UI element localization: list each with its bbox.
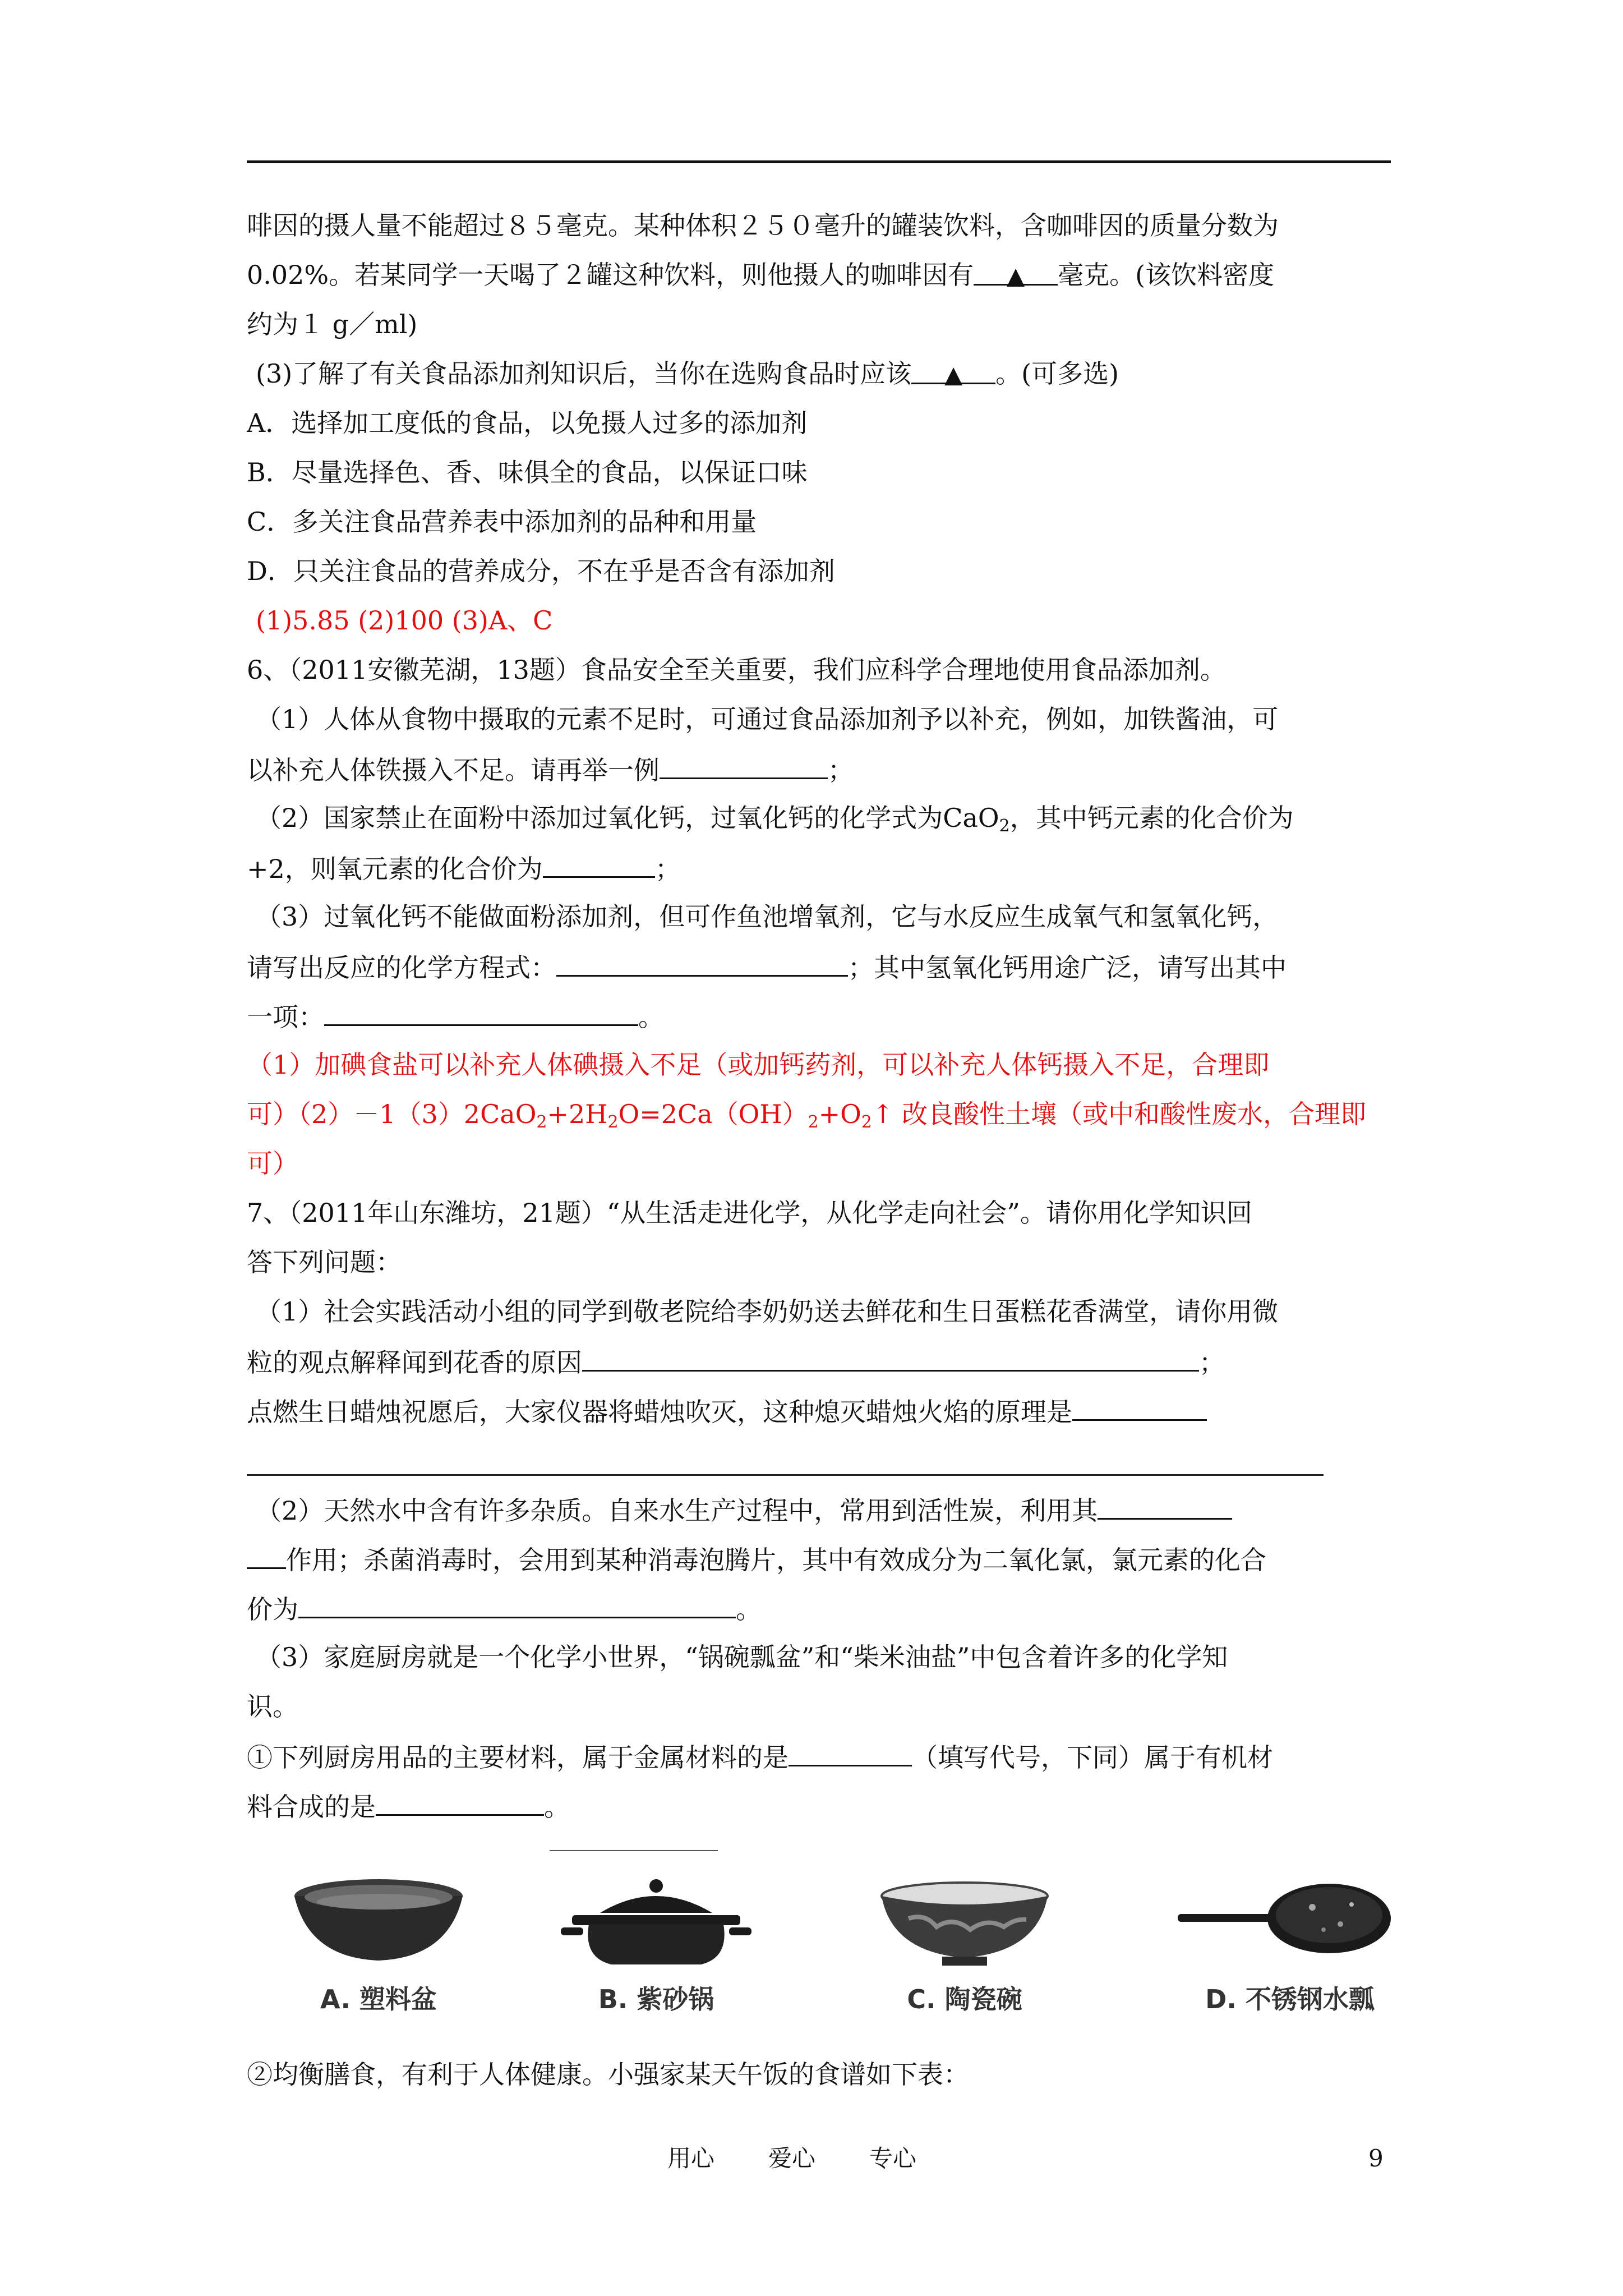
answer-blank <box>247 1542 286 1569</box>
text-line: （2）国家禁止在面粉中添加过氧化钙，过氧化钙的化学式为CaO$_2$，其中钙元素的化合价为 <box>256 803 1294 836</box>
answer-blank <box>556 949 848 977</box>
answer-blank <box>789 1739 912 1766</box>
text-line: 料合成的是 。 <box>247 1788 570 1824</box>
text-line: +2，则氧元素的化合价为 ； <box>247 850 681 886</box>
text-line: （3）过氧化钙不能做面粉添加剂，但可作鱼池增氧剂，它与水反应生成氧气和氢氧化钙， <box>256 901 1279 932</box>
text-line: 点燃生日蜡烛祝愿后，大家仪器将蜡烛吹灭，这种熄灭蜡烛火焰的原理是 <box>247 1393 1207 1429</box>
question-title: 6、（2011安徽芜湖，13题）食品安全至关重要，我们应科学合理地使用食品添加剂。 <box>247 655 1226 685</box>
answer-blank: ▲ <box>911 357 995 384</box>
answer-text: 可） <box>247 1148 298 1179</box>
item-caption: B. 紫砂锅 <box>598 1984 714 2014</box>
text-line: （3）家庭厨房就是一个化学小世界，“锅碗瓢盆”和“柴米油盐”中包含着许多的化学知 <box>256 1642 1228 1672</box>
scan-line <box>550 1850 718 1851</box>
answer-text: （1）加碘食盐可以补充人体碘摄入不足（或加钙药剂，可以补充人体钙摄入不足，合理即 <box>247 1050 1270 1080</box>
answer-blank <box>543 850 655 878</box>
text-line: (3)了解了有关食品添加剂知识后，当你在选购食品时应该 ▲ 。(可多选) <box>256 357 1119 390</box>
text-line: 请写出反应的化学方程式： ；其中氢氧化钙用途广泛，请写出其中 <box>247 949 1287 984</box>
text-line: 价为 。 <box>247 1591 762 1626</box>
text-line: 粒的观点解释闻到花香的原因 ； <box>247 1344 1225 1379</box>
item-caption: A. 塑料盆 <box>320 1984 437 2014</box>
option-b: B．尽量选择色、香、味俱全的食品，以保证口味 <box>247 457 808 487</box>
item-plastic-basin <box>286 1874 471 2016</box>
item-clay-pot <box>561 1874 751 2016</box>
item-steel-ladle <box>1178 1874 1402 2016</box>
header-rule <box>247 160 1391 163</box>
text-line: （1）社会实践活动小组的同学到敬老院给李奶奶送去鲜花和生日蛋糕花香满堂，请你用微 <box>256 1296 1279 1327</box>
text-line: 一项： 。 <box>247 999 664 1034</box>
answer-blank <box>660 752 828 779</box>
option-c: C．多关注食品营养表中添加剂的品种和用量 <box>247 507 757 537</box>
footer-motto-1: 用心 <box>667 2145 715 2172</box>
answer-blank <box>1098 1492 1232 1520</box>
item-ceramic-bowl <box>875 1874 1054 2016</box>
answer-blank <box>582 1344 1199 1372</box>
page-number: 9 <box>1368 2145 1384 2172</box>
question-title: 7、（2011年山东潍坊，21题）“从生活走进化学，从化学走向社会”。请你用化学知识回 <box>247 1198 1252 1228</box>
item-caption: C. 陶瓷碗 <box>907 1984 1022 2014</box>
basin-image <box>286 1874 471 1969</box>
footer-motto-2: 爱心 <box>768 2145 816 2172</box>
answer-blank <box>324 999 638 1026</box>
answer-blank: ▲ <box>974 258 1058 286</box>
answer-blank <box>376 1788 544 1816</box>
answer-blank <box>298 1591 736 1618</box>
text-line: 0.02%。若某同学一天喝了２罐这种饮料，则他摄人的咖啡因有 ▲ 毫克。(该饮料密度 <box>247 258 1274 292</box>
answer-text: (1)5.85 (2)100 (3)A、C <box>256 605 553 636</box>
steel-ladle-image <box>1178 1874 1402 1969</box>
text-line: 啡因的摄人量不能超过８５毫克。某种体积２５０毫升的罐装饮料，含咖啡因的质量分数为 <box>247 210 1279 241</box>
option-d: D．只关注食品的营养成分，不在乎是否含有添加剂 <box>247 556 835 586</box>
text-line: 以补充人体铁摄入不足。请再举一例 ； <box>247 752 854 787</box>
text-line: （1）人体从食物中摄取的元素不足时，可通过食品添加剂予以补充，例如，加铁酱油，可 <box>256 704 1279 734</box>
item-caption: D. 不锈钢水瓢 <box>1205 1984 1375 2014</box>
answer-text: 可）$(2)-1(3)2CaO_2+2H_2O=2Ca(OH)_2+O_2↑$ 改良酸性土壤（或中和酸性废水，合理即 <box>247 1099 1367 1132</box>
clay-pot-image <box>561 1874 751 1969</box>
text-line: ②均衡膳食，有利于人体健康。小强家某天午饭的食谱如下表： <box>247 2059 969 2090</box>
text-line: 识。 <box>247 1691 298 1722</box>
text-line: 约为１ g／ml) <box>247 309 418 339</box>
ceramic-bowl-image <box>875 1874 1054 1969</box>
text-line: 答下列问题： <box>247 1247 402 1277</box>
text-line: 作用；杀菌消毒时，会用到某种消毒泡腾片，其中有效成分为二氧化氯，氯元素的化合 <box>247 1542 1266 1577</box>
text-line: ①下列厨房用品的主要材料，属于金属材料的是 （填写代号，下同）属于有机材 <box>247 1739 1273 1774</box>
footer-motto-3: 专心 <box>869 2145 917 2172</box>
answer-blank-line <box>247 1474 1324 1476</box>
text-line: （2）天然水中含有许多杂质。自来水生产过程中，常用到活性炭，利用其 <box>256 1492 1232 1527</box>
option-a: A．选择加工度低的食品，以免摄人过多的添加剂 <box>247 408 808 438</box>
answer-blank <box>1072 1393 1207 1421</box>
